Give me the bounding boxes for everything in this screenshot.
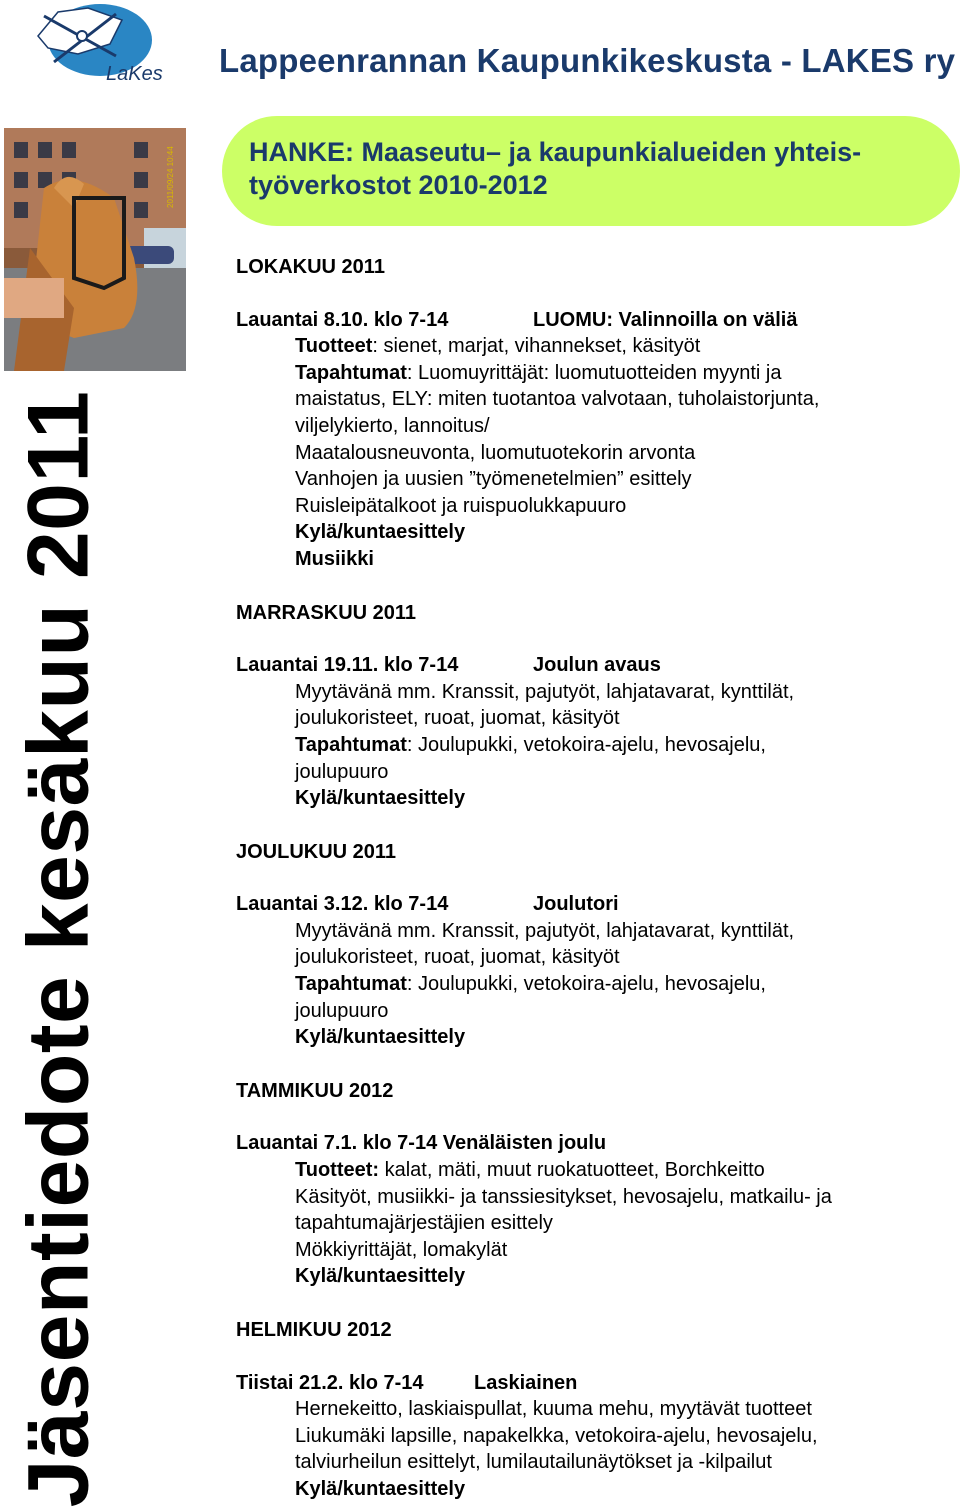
event-title: Joulutori	[533, 893, 619, 916]
detail-label: Tapahtumat	[295, 973, 407, 996]
detail-line: Kylä/kuntaesittely	[295, 1265, 466, 1288]
event-datetime: Lauantai 3.12. klo 7-14	[236, 893, 449, 916]
event-details	[236, 679, 956, 812]
bulletin-title-wrap	[0, 390, 118, 1507]
detail-text: : Joulupukki, vetokoira-ajelu, hevosajelu,	[406, 973, 766, 996]
event-heading	[236, 1130, 956, 1157]
month-section	[236, 1317, 956, 1503]
month-section	[236, 839, 956, 1051]
event-heading	[236, 891, 956, 918]
event-title: LUOMU: Valinnoilla on väliä	[533, 308, 798, 331]
detail-line: Mökkiyrittäjät, lomakylät	[295, 1238, 508, 1261]
detail-line: Kylä/kuntaesittely	[295, 787, 466, 810]
detail-line: joulukoristeet, ruoat, juomat, käsityöt	[295, 946, 620, 969]
detail-line: tapahtumajärjestäjien esittely	[295, 1212, 553, 1235]
event-title: Joulun avaus	[533, 654, 661, 677]
detail-text: : Joulupukki, vetokoira-ajelu, hevosajelu,	[406, 733, 766, 756]
event-heading	[236, 1370, 956, 1397]
detail-text: : Luomuyrittäjät: luomutuotteiden myynti ja	[406, 361, 782, 384]
horse-photo	[4, 128, 186, 371]
event	[236, 307, 956, 573]
detail-line: joulupuuro	[295, 760, 389, 783]
month-heading: LOKAKUU 2011	[236, 256, 385, 278]
event	[236, 652, 956, 812]
month-section	[236, 600, 956, 812]
detail-line: joulukoristeet, ruoat, juomat, käsityöt	[295, 707, 620, 730]
detail-label: Tuotteet	[295, 335, 373, 358]
month-section	[236, 254, 956, 573]
detail-line	[295, 732, 956, 759]
project-title: HANKE: Maaseutu– ja kaupunkialueiden yhteis-työverkostot 2010-2012	[249, 137, 862, 200]
event-title: Laskiainen	[474, 1371, 578, 1394]
month-heading: MARRASKUU 2011	[236, 601, 417, 624]
detail-label: Tapahtumat	[295, 361, 407, 384]
event-datetime: Tiistai 21.2. klo 7-14	[236, 1371, 424, 1394]
event	[236, 1370, 956, 1503]
logo-text: LaKes	[106, 63, 163, 85]
event-datetime: Lauantai 8.10. klo 7-14	[236, 308, 449, 331]
events-schedule	[236, 254, 956, 1503]
event-heading	[236, 652, 956, 679]
detail-line: Käsityöt, musiikki- ja tanssiesitykset, hevosajelu, matkailu- ja	[295, 1185, 832, 1208]
detail-line: Musiikki	[295, 547, 374, 570]
detail-line: Kylä/kuntaesittely	[295, 521, 466, 544]
event	[236, 891, 956, 1051]
month-section	[236, 1078, 956, 1290]
event-datetime: Lauantai 19.11. klo 7-14	[236, 654, 459, 677]
event-details	[236, 1396, 956, 1502]
detail-label: Tuotteet:	[295, 1159, 380, 1182]
detail-line: joulupuuro	[295, 999, 389, 1022]
month-heading: HELMIKUU 2012	[236, 1319, 392, 1341]
photo-date-stamp: 2011/09/24 10:44	[166, 146, 175, 208]
detail-line: maistatus, ELY: miten tuotantoa valvotaan, tuholaistorjunta,	[295, 388, 820, 411]
detail-line: Ruisleipätalkoot ja ruispuolukkapuuro	[295, 494, 627, 517]
detail-line: Kylä/kuntaesittely	[295, 1026, 466, 1049]
detail-line: talviurheilun esittelyt, lumilautailunäytökset ja -kilpailut	[295, 1451, 772, 1474]
event-details	[236, 1157, 956, 1290]
detail-line: Liukumäki lapsille, napakelkka, vetokoira-ajelu, hevosajelu,	[295, 1424, 818, 1447]
event-details	[236, 333, 956, 572]
detail-line: Kylä/kuntaesittely	[295, 1477, 466, 1500]
month-heading: TAMMIKUU 2012	[236, 1079, 394, 1102]
detail-line: Vanhojen ja uusien ”työmenetelmien” esittely	[295, 468, 692, 491]
event-datetime: Lauantai 7.1. klo 7-14	[236, 1132, 438, 1155]
detail-line: Maatalousneuvonta, luomutuotekorin arvonta	[295, 441, 696, 464]
detail-line	[295, 1157, 956, 1184]
detail-line: Myytävänä mm. Kranssit, pajutyöt, lahjatavarat, kynttilät,	[295, 919, 795, 942]
bulletin-title: Jäsentiedote kesäkuu 2011	[10, 390, 107, 1507]
detail-line: Hernekeitto, laskiaispullat, kuuma mehu, myytävät tuotteet	[295, 1398, 812, 1421]
month-heading: JOULUKUU 2011	[236, 840, 397, 863]
detail-line	[295, 971, 956, 998]
detail-line	[295, 360, 956, 387]
detail-text: : sienet, marjat, vihannekset, käsityöt	[372, 335, 701, 358]
detail-line: viljelykierto, lannoitus/	[295, 414, 490, 437]
detail-line: Myytävänä mm. Kranssit, pajutyöt, lahjatavarat, kynttilät,	[295, 680, 795, 703]
detail-text: kalat, mäti, muut ruokatuotteet, Borchkeitto	[379, 1159, 765, 1182]
organization-title: Lappeenrannan Kaupunkikeskusta - LAKES ry	[219, 42, 956, 79]
detail-label: Tapahtumat	[295, 733, 407, 756]
event-heading	[236, 307, 956, 334]
event-title: Venäläisten joulu	[442, 1132, 607, 1155]
event-details	[236, 918, 956, 1051]
event	[236, 1130, 956, 1290]
project-banner	[222, 116, 960, 226]
lakes-logo	[18, 0, 178, 88]
detail-line	[295, 333, 956, 360]
